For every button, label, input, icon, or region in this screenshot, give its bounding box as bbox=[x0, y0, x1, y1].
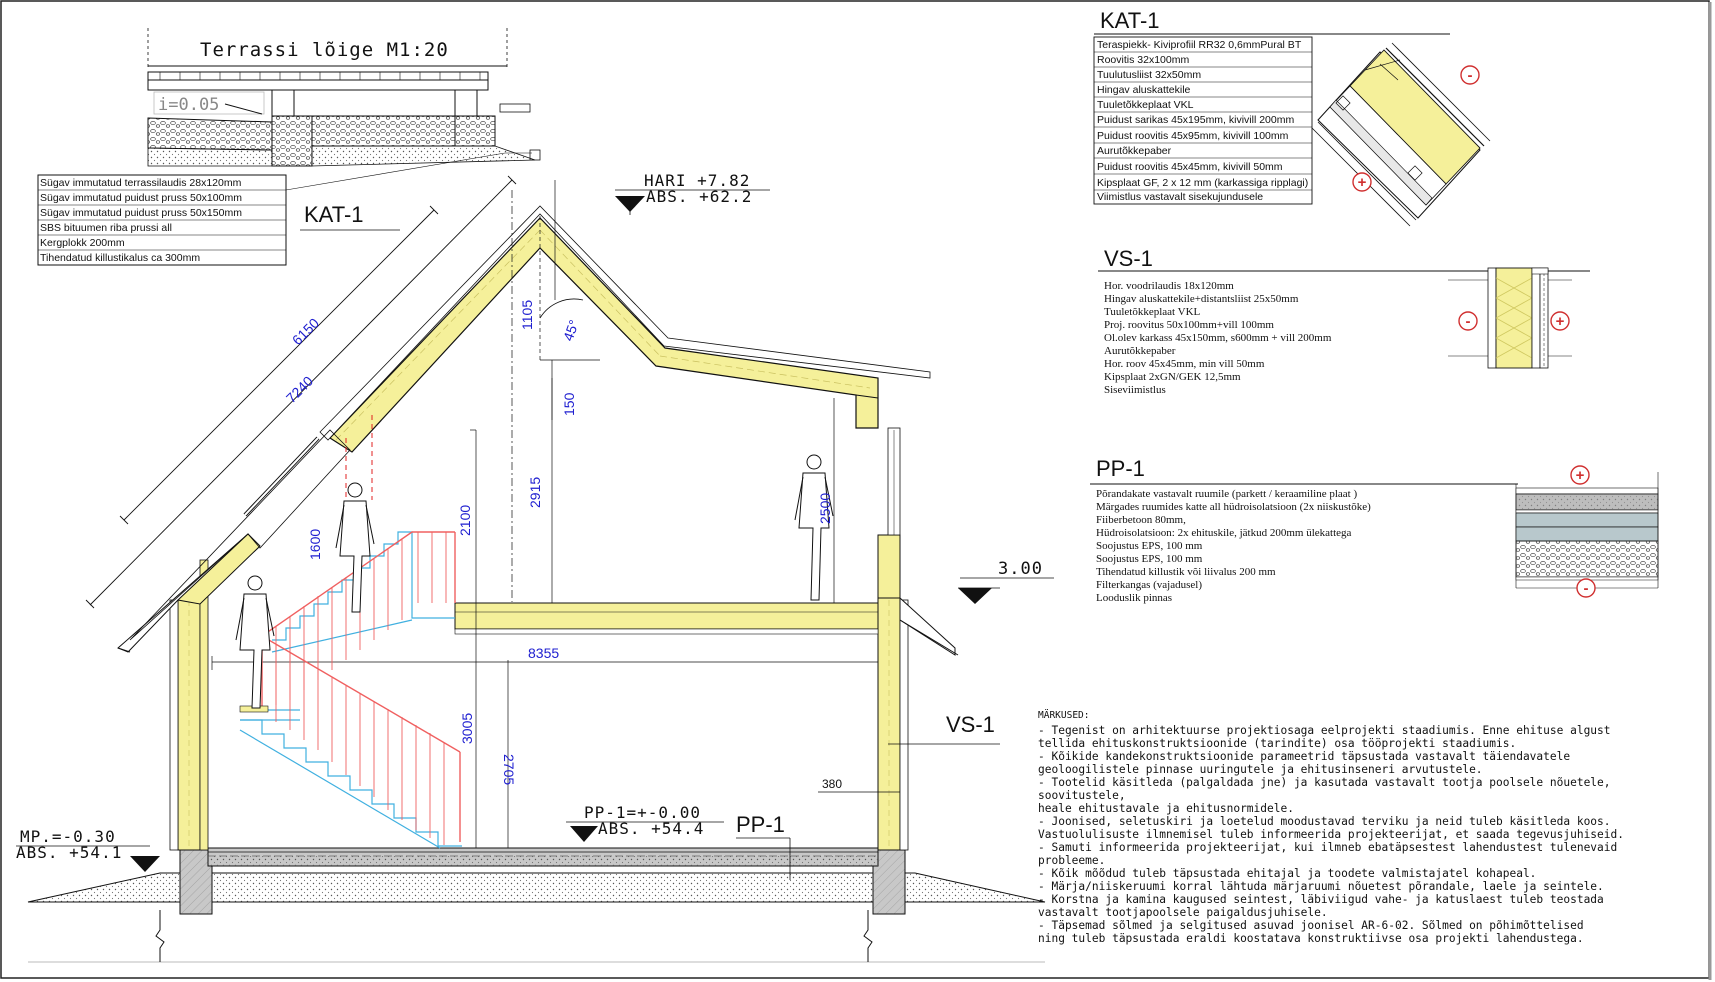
note-line: tellida ehituskonstruktsioonide (tarindite) osa tööprojekti staadiumis. bbox=[1038, 737, 1517, 750]
terrace-layer: Sügav immutatud terrassilaudis 28x120mm bbox=[40, 177, 242, 189]
note-line: - Kõik mõõdud tuleb täpsustada ehitajal ja toodete valmistajatel kohapeal. bbox=[1038, 867, 1537, 880]
terrace-layer: Sügav immutatud puidust pruss 50x150mm bbox=[40, 207, 242, 219]
svg-text:+: + bbox=[1357, 174, 1367, 191]
note-line: geoloogilistele pinnase uuringutele ja ehitusinseneri arvutustele. bbox=[1038, 763, 1483, 776]
dim-lower-a: 3005 bbox=[459, 712, 475, 744]
vs1-layer: Proj. roovitus 50x100mm+vill 100mm bbox=[1104, 319, 1274, 331]
pp1-title: PP-1 bbox=[1096, 456, 1145, 481]
vs1-layer: Kipsplaat 2xGN/GEK 12,5mm bbox=[1104, 371, 1241, 383]
note-line: heale ehitustavale ja ehitusnormidele. bbox=[1038, 802, 1294, 815]
staircase bbox=[240, 532, 462, 848]
label-kat1: KAT-1 bbox=[304, 202, 364, 227]
kat1-layer: Tuulutusliist 32x50mm bbox=[1097, 69, 1202, 81]
attic-floor bbox=[455, 603, 878, 629]
roof-gable bbox=[330, 218, 878, 452]
label-vs1: VS-1 bbox=[946, 712, 995, 737]
vs1-layer: Ol.olev karkass 45x150mm, s600mm + vill 200mm bbox=[1104, 332, 1332, 344]
svg-text:-: - bbox=[1583, 580, 1589, 597]
kat1-layer: Puidust roovitis 45x45mm, kivivill 50mm bbox=[1097, 161, 1283, 173]
terrace-layer: SBS bituumen riba prussi all bbox=[40, 222, 172, 234]
vs1-layer: Hor. roov 45x45mm, min vill 50mm bbox=[1104, 358, 1265, 370]
note-line: vastavalt tootjapoolsele paigaldusjuhisele. bbox=[1038, 906, 1328, 919]
level-ground bbox=[16, 827, 160, 872]
svg-text:-: - bbox=[1467, 67, 1473, 84]
note-line: - Joonised, seletuskiri ja loetelud moodustavad terviku ja neid tuleb käsitleda koos. bbox=[1038, 815, 1611, 828]
dim-span: 8355 bbox=[528, 645, 560, 661]
kat1-layer: Roovitis 32x100mm bbox=[1097, 54, 1190, 66]
pp1-layer: Hüdroisolatsioon: 2x ehituskile, jätkud 200mm ülekattega bbox=[1096, 527, 1352, 539]
svg-text:+: + bbox=[1575, 467, 1585, 484]
dim-knee: 2100 bbox=[457, 504, 473, 536]
note-line: ning tuleb täpsustada eraldi koostatava konstruktiivse osa projekti lahendustega. bbox=[1038, 932, 1584, 945]
dim-upper-height: 2915 bbox=[527, 476, 543, 508]
svg-text:ABS. +54.1: ABS. +54.1 bbox=[16, 843, 123, 862]
kat1-layer: Puidust roovitis 45x95mm, kivivill 100mm bbox=[1097, 130, 1289, 142]
vs1-layer: Siseviimistlus bbox=[1104, 384, 1166, 396]
plus-icon bbox=[1353, 173, 1371, 191]
vs1-layer: Aurutõkkepaber bbox=[1104, 345, 1176, 357]
building-section bbox=[16, 171, 1054, 962]
vs1-layer: Tuuletõkkeplaat VKL bbox=[1104, 306, 1201, 318]
svg-text:ABS. +62.2: ABS. +62.2 bbox=[646, 187, 753, 206]
dim-roof-outer: 6150 bbox=[288, 314, 323, 349]
terrace-section bbox=[38, 28, 540, 265]
kat1-layer: Hingav aluskattekile bbox=[1097, 84, 1191, 96]
notes-block bbox=[1038, 710, 1624, 945]
dim-ridge-height: 1105 bbox=[519, 299, 535, 330]
level-floor bbox=[566, 803, 724, 842]
pp1-detail bbox=[1090, 456, 1658, 604]
pp1-layer: Fiiberbetoon 80mm, bbox=[1096, 514, 1186, 526]
note-line: - Samuti informeerida projekteerijat, kui ilmneb ebatäpsestest lahendustest tulenevaid bbox=[1038, 841, 1618, 854]
note-line: Vastuolulisuste ilmnemisel tuleb informeerida projekteerijat, et saada tegevusjuhiseid. bbox=[1038, 828, 1624, 841]
dim-wall-thickness: 380 bbox=[822, 777, 843, 791]
pp1-layer: Soojustus EPS, 100 mm bbox=[1096, 553, 1203, 565]
note-line: - Täpsemad sõlmed ja selgitused asuvad joonisel AR-6-02. Sõlmed on põhimõttelised bbox=[1038, 919, 1584, 932]
level-attic bbox=[958, 559, 1054, 604]
terrace-title: Terrassi lõige M1:20 bbox=[200, 39, 449, 61]
kat1-layer: Kipsplaat GF, 2 x 12 mm (karkassiga ripplagi) bbox=[1097, 177, 1309, 189]
pp1-layer: Filterkangas (vajadusel) bbox=[1096, 579, 1202, 591]
svg-text:ABS. +54.4: ABS. +54.4 bbox=[598, 819, 705, 838]
terrace-slope: i=0.05 bbox=[158, 95, 220, 115]
dim-roof-inner: 7240 bbox=[282, 372, 317, 407]
kat1-layer: Teraspiekk- Kiviprofiil RR32 0,6mmPural BT bbox=[1097, 39, 1302, 51]
vs1-title: VS-1 bbox=[1104, 246, 1153, 271]
kat1-layer: Viimistlus vastavalt sisekujundusele bbox=[1097, 191, 1264, 203]
pp1-buildup-diagram bbox=[1516, 472, 1658, 588]
plus-icon bbox=[1571, 466, 1589, 484]
dim-small: 150 bbox=[561, 392, 577, 416]
note-line: probleeme. bbox=[1038, 854, 1106, 867]
plus-icon bbox=[1551, 312, 1569, 330]
label-pp1: PP-1 bbox=[736, 812, 785, 837]
note-line: - Korstna ja kamina kaugused seintest, läbiviigud vahe- ja katuslaest tuleb teostada bbox=[1038, 893, 1604, 906]
human-figure bbox=[336, 483, 374, 612]
terrace-layer: Kergplokk 200mm bbox=[40, 237, 125, 249]
level-ridge bbox=[615, 171, 770, 215]
svg-text:HARI +7.82: HARI +7.82 bbox=[644, 171, 751, 190]
pp1-layer: Looduslik pinnas bbox=[1096, 592, 1173, 604]
notes-title: MÄRKUSED: bbox=[1038, 710, 1090, 721]
kat1-layer: Tuuletõkkeplaat VKL bbox=[1097, 99, 1194, 111]
minus-icon bbox=[1577, 579, 1595, 597]
pp1-layer: Soojustus EPS, 100 mm bbox=[1096, 540, 1203, 552]
dim-person: 2500 bbox=[817, 492, 833, 524]
human-figure bbox=[795, 455, 833, 600]
dim-lower-b: 2705 bbox=[501, 754, 517, 786]
kat1-detail bbox=[1094, 8, 1490, 226]
pp1-layer: Märgades ruumides katte all hüdroisolatsioon (2x niiskustõke) bbox=[1096, 501, 1371, 513]
terrace-layer-table bbox=[38, 175, 286, 265]
kat1-title: KAT-1 bbox=[1100, 8, 1160, 33]
note-line: - Tootelid käsitleda (palgaldada jne) ja kasutada vastavalt tootja poolsele nõuetele, bbox=[1038, 776, 1611, 789]
svg-text:PP-1=+-0.00: PP-1=+-0.00 bbox=[584, 803, 701, 822]
svg-text:3.00: 3.00 bbox=[998, 559, 1043, 579]
minus-icon bbox=[1459, 312, 1477, 330]
human-figure bbox=[236, 576, 274, 708]
kat1-layer: Aurutõkkepaber bbox=[1097, 145, 1172, 157]
note-line: - Tegenist on arhitektuurse projektiosaga eelprojekti staadiumis. Enne ehituse algust bbox=[1038, 724, 1611, 737]
minus-icon bbox=[1461, 66, 1479, 84]
dim-angle: 45° bbox=[559, 317, 583, 344]
pp1-layer: Põrandakate vastavalt ruumile (parkett / keraamiline plaat ) bbox=[1096, 488, 1358, 500]
vs1-layer: Hingav aluskattekile+distantsliist 25x50mm bbox=[1104, 293, 1299, 305]
pp1-layer: Tihendatud killustik või liivalus 200 mm bbox=[1096, 566, 1276, 578]
vs1-detail bbox=[1098, 246, 1590, 396]
svg-text:+: + bbox=[1555, 313, 1565, 330]
knee-wall-right bbox=[878, 535, 900, 598]
note-line: - Kõikide kandekonstruktsioonide parameetrid täpsustada vastavalt täiendavatele bbox=[1038, 750, 1571, 763]
svg-text:MP.=-0.30: MP.=-0.30 bbox=[20, 827, 116, 846]
note-line: soovitustele, bbox=[1038, 789, 1126, 802]
terrace-layer: Sügav immutatud puidust pruss 50x100mm bbox=[40, 192, 242, 204]
vs1-layer: Hor. voodrilaudis 18x120mm bbox=[1104, 280, 1234, 292]
note-line: - Märja/niiskeruumi korral lähtuda märjaruumi nõuetest põrandale, laele ja seintele. bbox=[1038, 880, 1604, 893]
kat1-layer: Puidust sarikas 45x195mm, kivivill 200mm bbox=[1097, 114, 1295, 126]
terrace-layer: Tihendatud killustikalus ca 300mm bbox=[40, 252, 201, 264]
dim-stair-rail: 1600 bbox=[307, 528, 323, 560]
svg-text:-: - bbox=[1465, 313, 1471, 330]
